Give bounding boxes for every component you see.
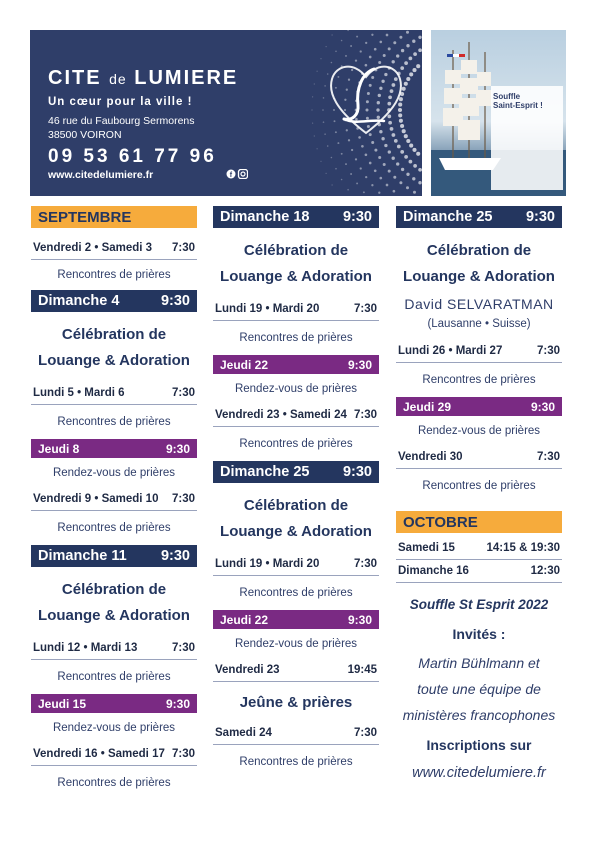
schedule-row: Lundi 12 • Mardi 13 7:30 [31,637,197,660]
schedule-row: Samedi 24 7:30 [213,722,379,745]
activity-label: Rencontres de prières [239,332,353,344]
sunday-header: Dimanche 11 9:30 [31,545,197,567]
celebration-title: Célébration de Louange & Adoration [38,326,190,369]
schedule-row: Vendredi 2 • Samedi 3 7:30 [31,237,197,260]
activity-label: Rencontres de prières [422,374,536,386]
fasting-title: Jeûne & prières [239,694,353,711]
activity-label: Rendez-vous de prières [234,638,358,650]
schedule-row: Vendredi 23 • Samedi 24 7:30 [213,404,379,427]
schedule-row: Vendredi 23 19:45 [213,659,379,682]
schedule-row: Lundi 19 • Mardi 20 7:30 [213,553,379,576]
phone-number: 09 53 61 77 96 [48,146,217,167]
website-link[interactable]: www.citedelumiere.fr [48,169,154,181]
activity-label: Rencontres de prières [57,671,171,683]
celebration-title: Célébration de Louange & Adoration [220,497,372,540]
svg-text:f: f [229,172,233,179]
logo-mark [326,55,406,139]
schedule-row: Lundi 5 • Mardi 6 7:30 [31,382,197,405]
schedule-row: Vendredi 30 7:30 [396,446,562,469]
activity-label: Rendez-vous de prières [52,722,176,734]
schedule-column-2 [213,206,379,779]
social-icons [226,169,248,181]
celebration-title: Célébration de Louange & Adoration [38,581,190,624]
thursday-header: Jeudi 29 9:30 [396,397,562,416]
month-header: OCTOBRE [396,511,562,533]
address-city: 38500 VOIRON [48,129,122,141]
schedule-column-1 [31,206,197,800]
celebration-title: Célébration de Louange & Adoration [403,242,555,285]
event-title: Souffle St Esprit 2022 [409,597,549,612]
poster-title: Souffle Saint-Esprit ! [493,92,543,110]
activity-label: Rencontres de prières [57,416,171,428]
address-street: 46 rue du Faubourg Sermorens [48,115,195,127]
activity-label: Rendez-vous de prières [52,467,176,479]
activity-label: Rencontres de prières [239,756,353,768]
thursday-header: Jeudi 15 9:30 [31,694,197,713]
sunday-header: Dimanche 18 9:30 [213,206,379,228]
guest-speaker: David SELVARATMAN [404,296,554,312]
church-name: CITE de LUMIERE [48,67,239,89]
activity-label: Rencontres de prières [239,438,353,450]
celebration-title: Célébration de Louange & Adoration [220,242,372,285]
schedule-row: Lundi 19 • Mardi 20 7:30 [213,298,379,321]
invites-label: Invités : [452,626,506,642]
activity-label: Rencontres de prières [422,480,536,492]
month-header: SEPTEMBRE [31,206,197,228]
header-banner [30,30,422,196]
tagline: Un cœur pour la ville ! [48,96,193,108]
event-poster-image [431,30,566,196]
activity-label: Rencontres de prières [57,777,171,789]
schedule-row: Lundi 26 • Mardi 27 7:30 [396,340,562,363]
activity-label: Rendez-vous de prières [234,383,358,395]
schedule-row: Vendredi 9 • Samedi 10 7:30 [31,488,197,511]
thursday-header: Jeudi 22 9:30 [213,610,379,629]
website-link[interactable]: www.citedelumiere.fr [412,765,546,781]
activity-label: Rencontres de prières [239,587,353,599]
thursday-header: Jeudi 22 9:30 [213,355,379,374]
activity-label: Rencontres de prières [57,522,171,534]
schedule-row: Vendredi 16 • Samedi 17 7:30 [31,743,197,766]
sunday-header: Dimanche 4 9:30 [31,290,197,312]
tall-ship-illustration [431,30,566,196]
schedule-row: Dimanche 16 12:30 [396,560,562,583]
sunday-header: Dimanche 25 9:30 [213,461,379,483]
activity-label: Rencontres de prières [57,269,171,281]
instagram-icon[interactable] [239,170,248,179]
sunday-header: Dimanche 25 9:30 [396,206,562,228]
activity-label: Rendez-vous de prières [417,425,541,437]
guests-list: Martin Bühlmann et toute une équipe de ministères francophones [402,655,556,723]
thursday-header: Jeudi 8 9:30 [31,439,197,458]
inscriptions-label: Inscriptions sur [426,737,532,753]
schedule-row: Samedi 15 14:15 & 19:30 [396,537,562,560]
schedule-column-3 [396,206,562,781]
guest-speaker-location: (Lausanne • Suisse) [427,318,531,330]
